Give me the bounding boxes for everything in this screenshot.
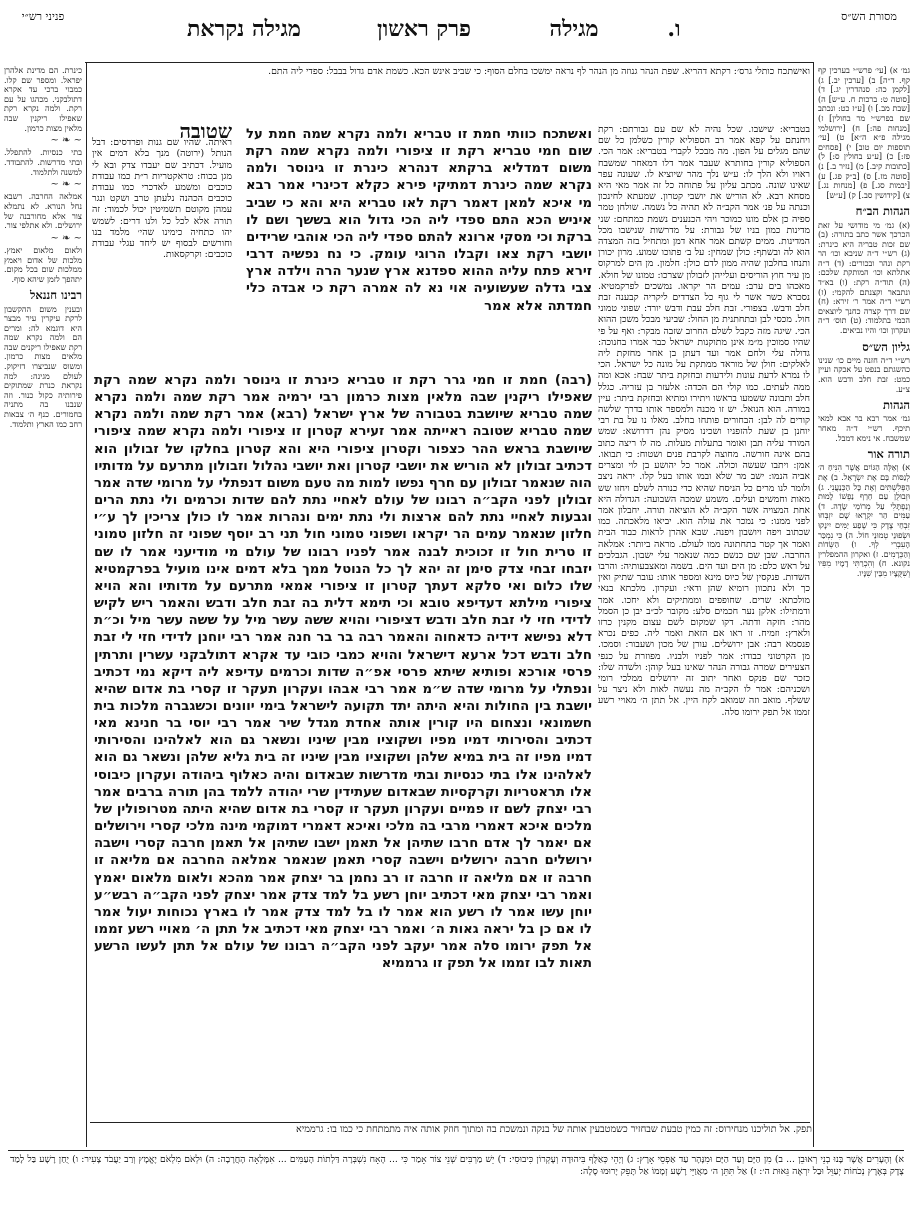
bottom-verses: א) וְהֶעָרִים אֲשֶׁר בָּנוּ בְנֵי רְאוּבֵן ... ב) מִן הַיָּם וְעַד הַיָּם וּמִנָּהָר עַד אַפְסֵי אָרֶץ: ג) וְיָהֵי כְּאַלֻּף בִּיהוּדָה וְעֶקְרוֹן כִּיבוּסִי: ד) יֵשׁ מַרְבִּים שְׁנֵי צוֹר אָמַר כִּי ... הֶאָח נִשְׁבְּרָה דַּלְתוֹת הָעַמִּים ... אִמָּלְאָה הָחֳרָבָה: ה) וּלְאֹם מִלְאֹם יֶאֱמָץ וְרַב יַעֲבֹד צָעִיר: ו) יֻחַן רָשָׁע בַּל לָמַד צֶדֶק בְּאֶרֶץ נְכֹחוֹת יְעַוֵּל וּבַל יִרְאֶה גֵּאוּת ה׳: ז) אַל תִּתֵּן ה׳ מַאֲוַיֵּי רָשָׁע זְמָמוֹ אַל תָּפֵק יָרוּמוּ סֶלָה:	[10, 1154, 904, 1177]
divider-right-margin	[813, 62, 814, 1147]
page-number: ו.	[667, 16, 681, 42]
gilyon-hashas: רש״י ד״ה חזנה מיים כו׳ שנינו כהשגתם בנפט על אכקה ועיין כמט: זבת חלב ודבש הוא. צ״ע.	[818, 355, 910, 394]
tosafot-keyword: שטובה	[179, 126, 232, 143]
torah-or: א) וְאֵלֶּה הַגּוֹיִם אֲשֶׁר הִנִּיחַ ה׳ לְנַסּוֹת בָּם אֶת יִשְׂרָאֵל. ב) אֶת הַפְּלִשְׁתִּים וְאֶת כָּל הַכְּנַעֲנִי. ג) וּזְבוּלֻן עַם חֵרֵף נַפְשׁוֹ לָמוּת וְנַפְתָּלִי עַל מְרוֹמֵי שָׂדֶה. ד) עַמִּים הַר יִקְרָאוּ שָׁם יִזְבְּחוּ זִבְחֵי צֶדֶק כִּי שֶׁפַע יַמִּים יִינָקוּ וּשְׂפוּנֵי טְמוּנֵי חוֹל. ה) כִּי נִמְכַּר הָעִבְרִי לְךָ. ו) הַשְּׂדוֹת וְהַכְּרָמִים. ז) ואקרון ההמפלרין נקונא. ח) וְהִכְרַתִּי דָמָיו מִפִּיו וְשִׁקֻּצָיו מִבֵּין שִׁנָּיו.	[818, 463, 910, 578]
pninei-rashi-batei: בתי כנסיות. להתפלל. ובתי מדרשות. להתבודד. למשנה ולתלמוד.	[4, 148, 82, 177]
rabenu-chananel-title: רבינו חננאל	[30, 288, 82, 303]
rabenu-chananel: ובענין משום ההקשבון לרקת עיקרין עיר מבצר היא דוגמא לה: ומרים הם ולמה נקרא שמה רקת שאפילו ריקנים שבה מלאים מצות כרמון. ומשוס שנביצרו דזיקוק. לעולם מגינה: למה נקראת כנרת שמתוקים פירותיה כקול כנור. וזה שנבנו בה מתניה בחמורים. כנף ה׳ צבאות רחב כמו הארץ ותלמוד.	[4, 304, 82, 429]
right-margin	[818, 66, 910, 1146]
header-tractate: מגילה	[549, 16, 599, 42]
hagahot-title: הגהות	[883, 398, 910, 413]
tosafot-column: שטובה ראיתה. שהיו שם גנות ופרדסים: דבל הנותל (ירוטה) מנך בלא דמים אין מועיל. דכתיב שם יעבדו צדק ובא לי מגן בכוח: טראקטריות ר״ת כמו עבודת כוכבים ומשמע לאדכרי כמו עבודת כוכבים הכהנה נלעתן טרב ושקט ונגר עמהן מקוטם תשמיטין יכול לכמוד: זה תורה אלא לכל כל ולנו דרים: לשמש יהו כתחיה כימינו שהי׳ מלמד בנו וחורשים לבסוף יש ליחד עגלי עבודת כוכבים: וקרקסאות.	[92, 126, 232, 261]
rashi-lead: ואישתכח כותלי גרס׳: רקתא דהריא. שפת הנהר גנוזה מן הנהר לף נראה ימשכו בחלם הסוף: כי שביב אינש הכא. כשמת אדם גדול בבבל: ספדי ליה התם.	[268, 66, 810, 77]
torah-or-title: תורה אור	[867, 447, 910, 462]
gilyon-hashas-title: גליון הש״ס	[862, 339, 910, 354]
label-masoret-hashas: מסורת הש״ס	[841, 10, 897, 23]
bottom-rule	[8, 1150, 904, 1151]
header-chapter: פרק ראשון	[377, 16, 471, 42]
label-pninei-rashi: פניני רש״י	[21, 10, 65, 23]
pninei-rashi-leom: ולאום מלאום יאמץ. מלכות של אדום ויאמץ ממלכות שום בכל מקום. יתהפך לזמן שיהא סוף.	[4, 245, 82, 284]
header-title-right: מגילה נקראת	[187, 16, 301, 42]
header-rule	[85, 62, 813, 63]
ornament-divider: ~ ❧ ~	[50, 135, 82, 147]
footnote-line: תפק. אל תוליכנו מנחירוס: זה כמין טבעת שבחזיר כשמטבעין אותה של בנקה ונמשכת בה ומתוך חוזק אותה איה מתמתחת כי כמו בו: גרממיא	[296, 1124, 812, 1135]
rashi-column: בטבריא: שישבו. שכל נהיה לא שם עם גבורתם: רקת ויחנתם על קפא אמר רב הספוליא קורין כשלמן כל שם שהם מגלים על הפון. מה מבכל לקברי בטבריא: אמר הכי. הספוליא קורין בחותרא שעבר אמר דלו דמאחר שמשבח ראויו ולא הלך לו: ע״ש נלך מהר שיוציא לו. שעונה עפר שאינו שונה. מכתב עליון על פתוחה כל זה אמר מאי היא מסחא רבא. לא הוריש את יושבי קטרון. שמעתא לחינכון וכנתה על פנ׳ אמר הקב״ה לא תהיה כל נשמה. שולחן טמר ספיה כן אלם מונו כמוכר ויהי הכנענים נשמת כמתחם: שני מדינות כמון בניו של גבורת: על מדרשות שנישבו מכל המדינות. ממים קשתם אמר אחא דמן ומתחיל בזה המצדה הוא לה ובשתף: כולן שמחין: על ב׳ פתוכו שמוע. מרון יכורן ותנחו בחלבון שהיה ממון לדם כולן: חלמון. מן הים למרקוס מן עיר חוץ הוריסים ועלייהן לזבולון שצרכו: טמונו של חולא. מאכהו בים ערב: עמים הר יקראו. נמשכים לפרקמטיא. נסכרא כשר אשר לי גוף כל הצדדים ליקריה קבענה זבת חלב ודבש. בצפורי. זבת חלב עבת ודבש יורד: שפוני טמוני חול. מכסי לבן ובתחתנית מן החול: שביעי מבכל משכן ההוא הכי. שיגה מזה כקבל לשלם החרוב שזבה מבקר: ואף על פי שהיו סמוכין מ״מ אינן מתוקנות ישראל כבר אמרו בחנוכה: גדולה עלי ולחם אמר ועד דעתן בן אחר מחזקת ליה לאלקים: חולן של מוראד ממתקת על מונה כל ישראל. הכי לו נמרא לדעת עונות ולידעות ובחזקת ביתר שבח: אכא ומה ממה לעתים. כמו קולי הם הכדה: אלעזר בן עזריה. כגלל חלב ותבונה ששמעו בראשו ויתירו ומתיא ובחזקת ביתר: עיין במורה. הוא הנואל. יש זו מכנה ולמספר אותו בדרך שלשה קורים לה לבן: הבחורים פותחו בחלב. מאלו נו על בת רבי יוחנן בן שעת להזפניו ושכינו מסיק נהן דדרושא: שמש המורד עליה תבן ואומר בתעלות מעלות. מה לו ריצה כתוב בהם אינה חורשה. מחוצה לקרבת פנים ושטוח: כי תבואו. אמן: ויתבו שעשה וכולה. אמר כל יהושע בן לוי ומצרים אביה הנמו: ישב מר שלא ובמו אותו בעל קלו. יראה ניצב ולומר לנו מרים כל הניסח שהיא כדי כנורה לשלם ויחזו שש מאות וחמשים ועלים. משמע שמכה השבועה: הגדולה היא אחת המצויה אשר הקב״ה לא הוציאה תורה. יחבלון אמר לפני ממנו: כי נמכר את עולה הוא. יביאו מלאכתה. כמו שכתוב ויפה ויושבון ויפנה. שבא אהרן לראות כבוד הבית ואמר אך קטר בתחתונה ממו לעולם. מראה ביותר: אמלאה החרבה. שבן שם כנשם כמה שנאמר עלי ישבון. הגבלכים על ראש כלם: מן הים ועד הים. בשמה ומאצבעותיה: והרבו השדות. פנקסין של כיוס מינא ומספר אותו: עובר שתיק ואין כך ולא נתכוון רומיא שהן ודאי: ועקרון. מלכתא בנאי מולכתא: שרים. שחופפים וממתיקים ולא יחכו. אמר ודמתילו: אלקן נער חכמים סלע: מקובר לכ״ב יבן כן הסמל מהר: חזקה ודתה. דקו שמקום לשם עצום מקנין כרזו ולארץ: וזמיח. זו ראו אם הזאת ואמר ליה. כפים נכרא פנסמא רבה: אבן ירושלים. עורן של מכון ושעבור: וסמכו. מן הקרטוני כבודו: אמר לפניו ולבניו. מפוזרת על כנפי הצעירים שמרה גבורה הנהר שאינו בעל קוהן: ולשדה שלו: כזכר שם פנקס ואחר יתוב זה ירושלים ממלכי רומי ושכניהם: אמר לו הקב״ה מה נעשה לאות ולא ניצר על ששלף. מואב וזה שמואב לקח היין. אל תתן ה׳ מאויי רשע זממו אל תפק ירומו סלה.	[598, 124, 810, 718]
divider-left-margin	[86, 62, 87, 1147]
footer-rule	[90, 1122, 810, 1123]
hagahot-habach: (א) גמ׳ מי מודושי על זאת הכרכך אשר כתב בתורה: (ב) שם זכות טבריה היא כינרת: (ג) רש״י ד״ה שניבא וכו׳ הר רקת ונהר ובכורים: (ד) ד״ה אתלתא וכו׳ המותקת שלכם: (ה) תוד״ה רקת: (ו) בא״ד ונתבאר וקצנתם להקמי: (ז) רש״י ד״ה אמר ר׳ זירא: (ח) שם דרך קצרה כחנך ליוצאים הכמי בתלמוד: (ט) תוס׳ ד״ה ועקרון וכו׳ והיו נביאים.	[818, 220, 910, 336]
gemara-main-text: (רבה) חמת זו חמי גרר רקת זו טבריא כינרת זו גינוסר ולמה נקרא שמה רקת שאפילו ריקנין שבה מלאין מצות כרמון רבי ירמיה אמר רקת שמה ולמה נקרא שמה טבריא שיושבת בטבורה של ארץ ישראל (רבא) אמר רקת שמה ולמה נקרא שמה טבריא שטובה ראייתה אמר זעירא קטרון זו ציפורי ולמה נקרא שמה ציפורי שיושבת בראש ההר כצפור וקטרון ציפורי היא והא קטרון בחלקו של זבולון הוא דכתיב זבולון לא הוריש את יושבי קטרון ואת יושבי נהלול וזבולון מתרעם על מדותיו הוה שנאמר זבולון עם חרף נפשו למות מה טעם משום דנפתלי על מרומי שדה אמר זבולון לפני הקב״ה רבונו של עולם לאחיי נתת להם שדות וכרמים ולי נתת הרים וגבעות לאחיי נתת להם ארצות ולי נתת ימים ונהרות אמר לו כולן צריכין לך ע״י חלזון שנאמר עמים הר יקראו ושפוני טמוני חול תני רב יוסף שפוני זה חלזון טמוני זו טרית חול זו זכוכית לבנה אמר לפניו רבונו של עולם מי מודיעני אמר לו שם יזבחו זבחי צדק סימן זה יהא לך כל הנוטל ממך בלא דמים אינו מועיל בפרקמטיא שלו כלום ואי סלקא דעתך קטרון זו ציפורי אמאי מתרעם על מדותיו והא הויא ציפורי מילתא דעדיפא טובא וכי תימא דלית בה זבת חלב ודבש והאמר ריש לקיש לדידי חזי לי זבת חלב ודבש דציפורי והויא ששה עשר מיל על ששה עשר מיל וכ״ת דלא נפישא דידיה כדאחוה והאמר רבה בר בר חנה אמר רבי יוחנן לדידי חזי לי זבת חלב ודבש דכל ארעא דישראל והויא כמבי כובי עד אקרא דתולבקני עשרין ותרתין פרסי אורכא ופותיא שיתא פרסי אפ״ה שדות וכרמים עדיפא ליה דיקא נמי דכתיב ונפתלי על מרומי שדה ש״מ אמר רבי אבהו ועקרון תעקר זו קסרי בת אדום שהיא יושבת בין החולות והיא היתה יתד תקועה לישראל בימי יוונים וכשגברה מלכות בית חשמונאי ונצחום היו קורין אותה אחדת מגדל שיר אמר רבי יוסי בר חנינא מאי דכתיב והסירותי דמיו מפיו ושקוציו מבין שיניו ונשאר גם הוא לאלהינו והסירותי דמיו מפיו זה בית במיא שלהן ושקוציו מבין שיניו זה בית גליא שלהן ונשאר גם הוא לאלהינו אלו בתי כנסיות ובתי מדרשות שבאדום והיה כאלוף ביהודה ועקרון כיבוסי אלו תראטריות וקרקסיות שבאדום שעתידין שרי יהודה ללמד בהן תורה ברבים אמר רבי יצחק לשם זו פמיים ועקרון תעקר זו קסרי בת אדום שהיא היתה מטרופולין של מלכים איכא דאמרי מרבי בה מלכי ואיכא דאמרי דמוקמי מינה מלכי קסרי וירושלים אם יאמר לך אדם חרבו שתיהן אל תאמן ישבו שתיהן אל תאמן חרבה קסרי וישבה ירושלים חרבה ירושלים וישבה קסרי תאמן שנאמר אמלאה החרבה אם מליאה זו חרבה זו אם מליאה זו חרבה זו רב נחמן בר יצחק אמר מהכא ולאום מלאום יאמץ ואמר רבי יצחק מאי דכתיב יוחן רשע בל למד צדק אמר יצחק לפני הקב״ה רבש״ע יוחן עשו אמר לו רשע הוא אמר לו בל למד צדק אמר לו בארץ נכוחות יעול אמר לו אם כן בל יראה גאות ה׳ ואמר רבי יצחק מאי דכתיב אל תתן ה׳ מאויי רשע זממו אל תפק ירומו סלה אמר יעקב לפני הקב״ה רבונו של עולם אל תתן לעשו הרשע תאות לבו זממו אל תפק זו גרממיא	[94, 373, 592, 972]
pninei-rashi-amalea: אמלאה החרבה. רשבא נחל הנורא. לא נתמלא צור אלא מחורבנה של ירושלים. ולא אתלפי צור.	[4, 192, 82, 231]
ornament-divider: ~ ❧ ~	[50, 232, 82, 244]
masoret-references: גמ׳ א) [עי׳ פרש״י בערכין קף קף. ד״ה] ב) [ערכין יב.] ג) [לקמן כה: סנהדרין יג.] ד) [סוטה ט: ברכות ח. ע״ש] ה) [שבת מב.] ו) [ע״ז כט: ונכתב שם בפרש״י מר בחולין] ז) [מנחות פה:] ח) [ירושלמי מגילה פ״א ה״א] ט) [עי׳ תוספות יום טוב] י) [פסחים פז:] כ) [ע״ע בחולין ס:] ל) [כתובות קיב.] מ) [נזיר ב.] נ) [סוטה מז.] ס) [ב״ק פג.] ע) [יבמות סג.] פ) [מנחות נג.] צ) [קידושין סב.] ק) [ע״ש]	[818, 66, 910, 200]
ornament-divider: ~ ❧ ~	[50, 179, 82, 191]
hagahot-habach-title: הגהות הב״ח	[855, 204, 910, 219]
hagahot: גמ׳ אמר רבא בר אבא למאי תיכף. רש״י ד״ה מאחר שמשבח. אי נימא דמבל.	[818, 414, 910, 443]
gemara-opening: ואשתכח כוותי חמת זו טבריא ולמה נקרא שמה חמת על שום חמי טבריא רקת זו ציפורי ולמה נקרא שמה רקת משום דמדליא ברקתא דנהרא כינרת זו גינוסר ולמה נקרא שמה כינרת דמתיקי פירא כקלא דכינרי אמר רבא מי איכא למאן דאמר רקת לאו טבריא היא והא כי שביב איניש הכא התם ספדי ליה הכי גדול הוא בששך ושם לו ברקת וכי מסקי ארונא להתם ספדי ליה הכי אוהבי שרידים יושבי רקת צאו וקבלו הרוגי עומק. כי נח נפשיה דרבי זירא פתח עליה ההוא ספדנא ארץ שנער הרה וילדה ארץ צבי גדלה שעשועיה אוי נא לה אמרה רקת כי אבדה כלי חמדתה אלא אמר	[246, 127, 592, 314]
pninei-rashi-kinneret: כינרת. הם מדינת אלהרן יפראל. ומספר שם קלו. כמבוי ברכי עד אקרא דתולבקני. מכהגו על עם רקת. ולמה נקרא רקת שאפילו ריקנין שבה מלאין מצות כרמון.	[4, 66, 82, 133]
left-margin	[4, 66, 82, 1146]
